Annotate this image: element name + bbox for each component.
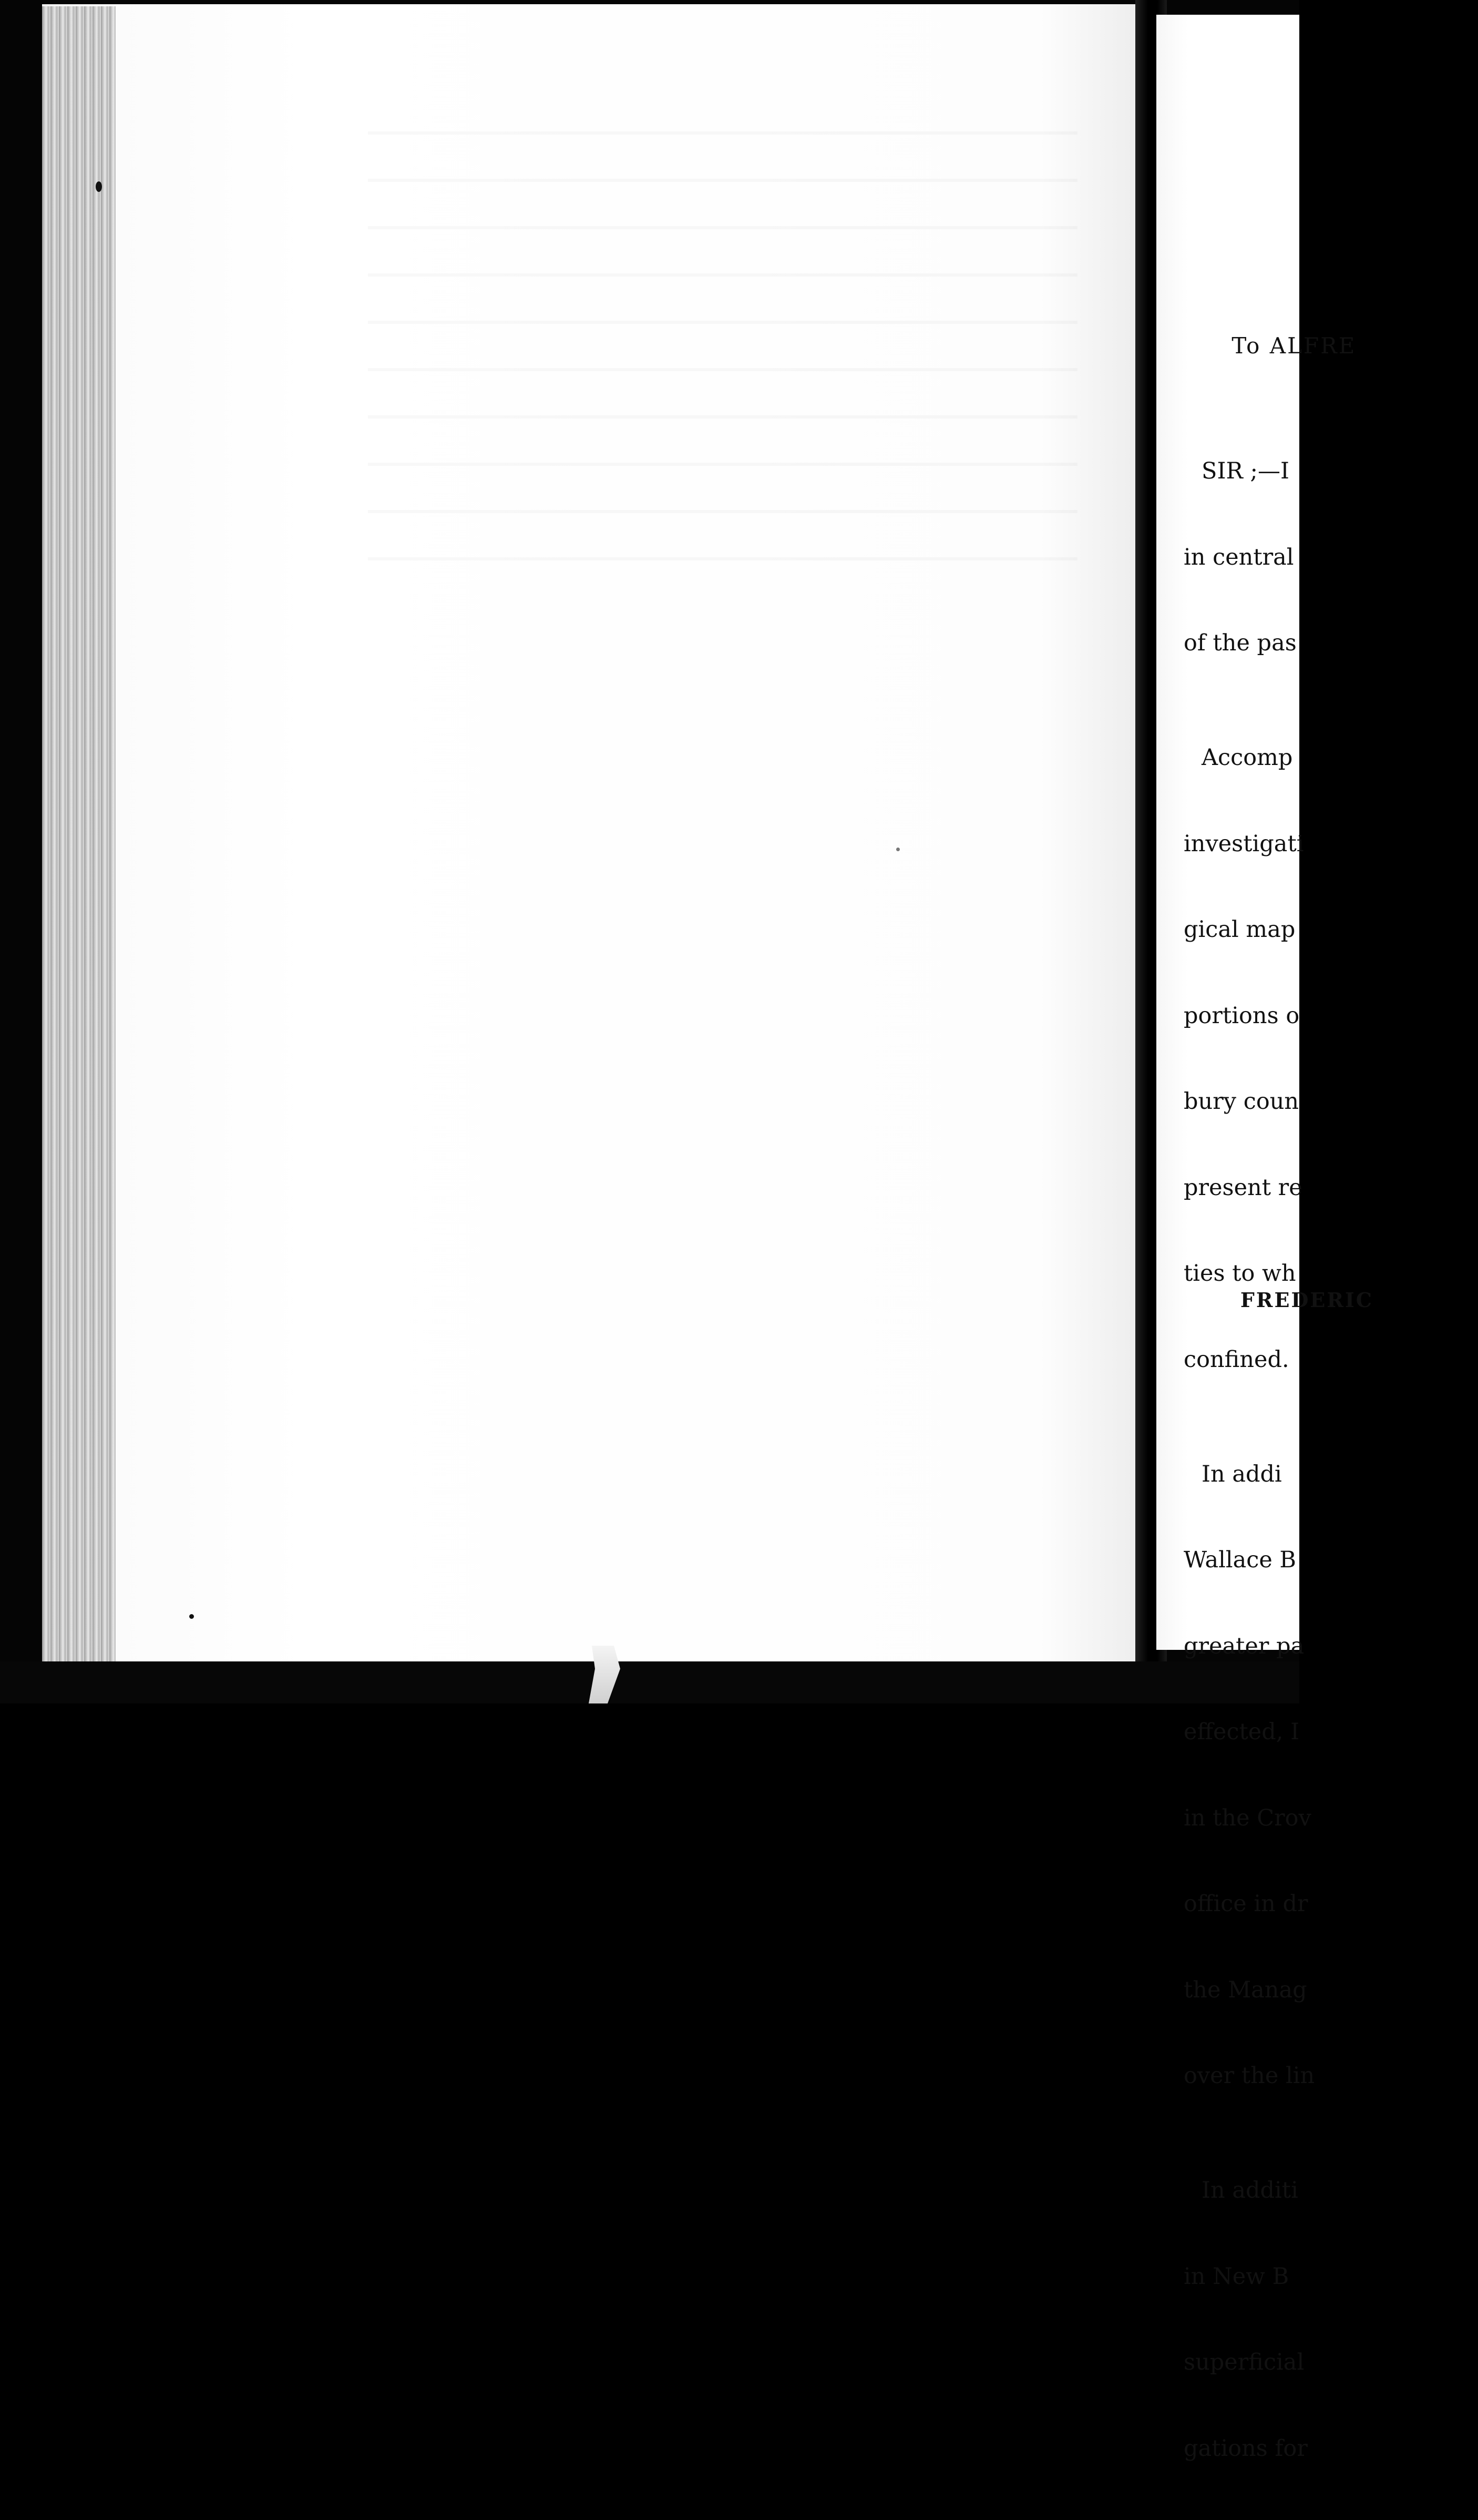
text-line: portions o — [1184, 1002, 1300, 1029]
speck-mark — [189, 1614, 194, 1619]
show-through-bleed — [368, 105, 1077, 578]
signoff-text: FREDERIC — [1240, 1288, 1373, 1312]
text-line: Accomp — [1202, 744, 1293, 771]
text-line: gical map — [1184, 916, 1296, 943]
text-line: gations for — [1184, 2435, 1308, 2462]
text-line: in New B — [1184, 2263, 1289, 2290]
text-line: in the Crov — [1184, 1804, 1311, 1831]
text-line: confined. — [1184, 1346, 1289, 1373]
text-line: greater pa — [1184, 1633, 1305, 1659]
text-line: in central — [1184, 544, 1294, 570]
text-line: investigati — [1184, 830, 1304, 857]
text-line: present re — [1184, 1174, 1302, 1201]
text-line: office in dr — [1184, 1891, 1308, 1917]
text-line: SIR ;—I — [1202, 458, 1289, 484]
text-line: over the lin — [1184, 2063, 1315, 2089]
text-line: In additi — [1202, 2177, 1298, 2203]
page-edge-stack — [42, 6, 116, 1662]
text-line: Wallace B — [1184, 1547, 1297, 1573]
text-line: bury coun — [1184, 1088, 1299, 1115]
scan-bottom-edge — [0, 1661, 1299, 1703]
text-line: superficial — [1184, 2349, 1305, 2375]
text-line: ties to wh — [1184, 1260, 1296, 1287]
letter-addressee — [1197, 307, 1356, 384]
addressee-text: To ALFRE — [1231, 333, 1357, 359]
letter-body — [1184, 400, 1478, 2520]
speck-mark — [96, 181, 102, 192]
letter-signoff — [1206, 1264, 1373, 1335]
text-line: of the pas — [1184, 630, 1297, 656]
text-line: In addi — [1202, 1461, 1282, 1487]
text-line: the Manag — [1184, 1976, 1307, 2003]
speck-mark — [896, 848, 900, 851]
text-line: effected, I — [1184, 1719, 1300, 1745]
